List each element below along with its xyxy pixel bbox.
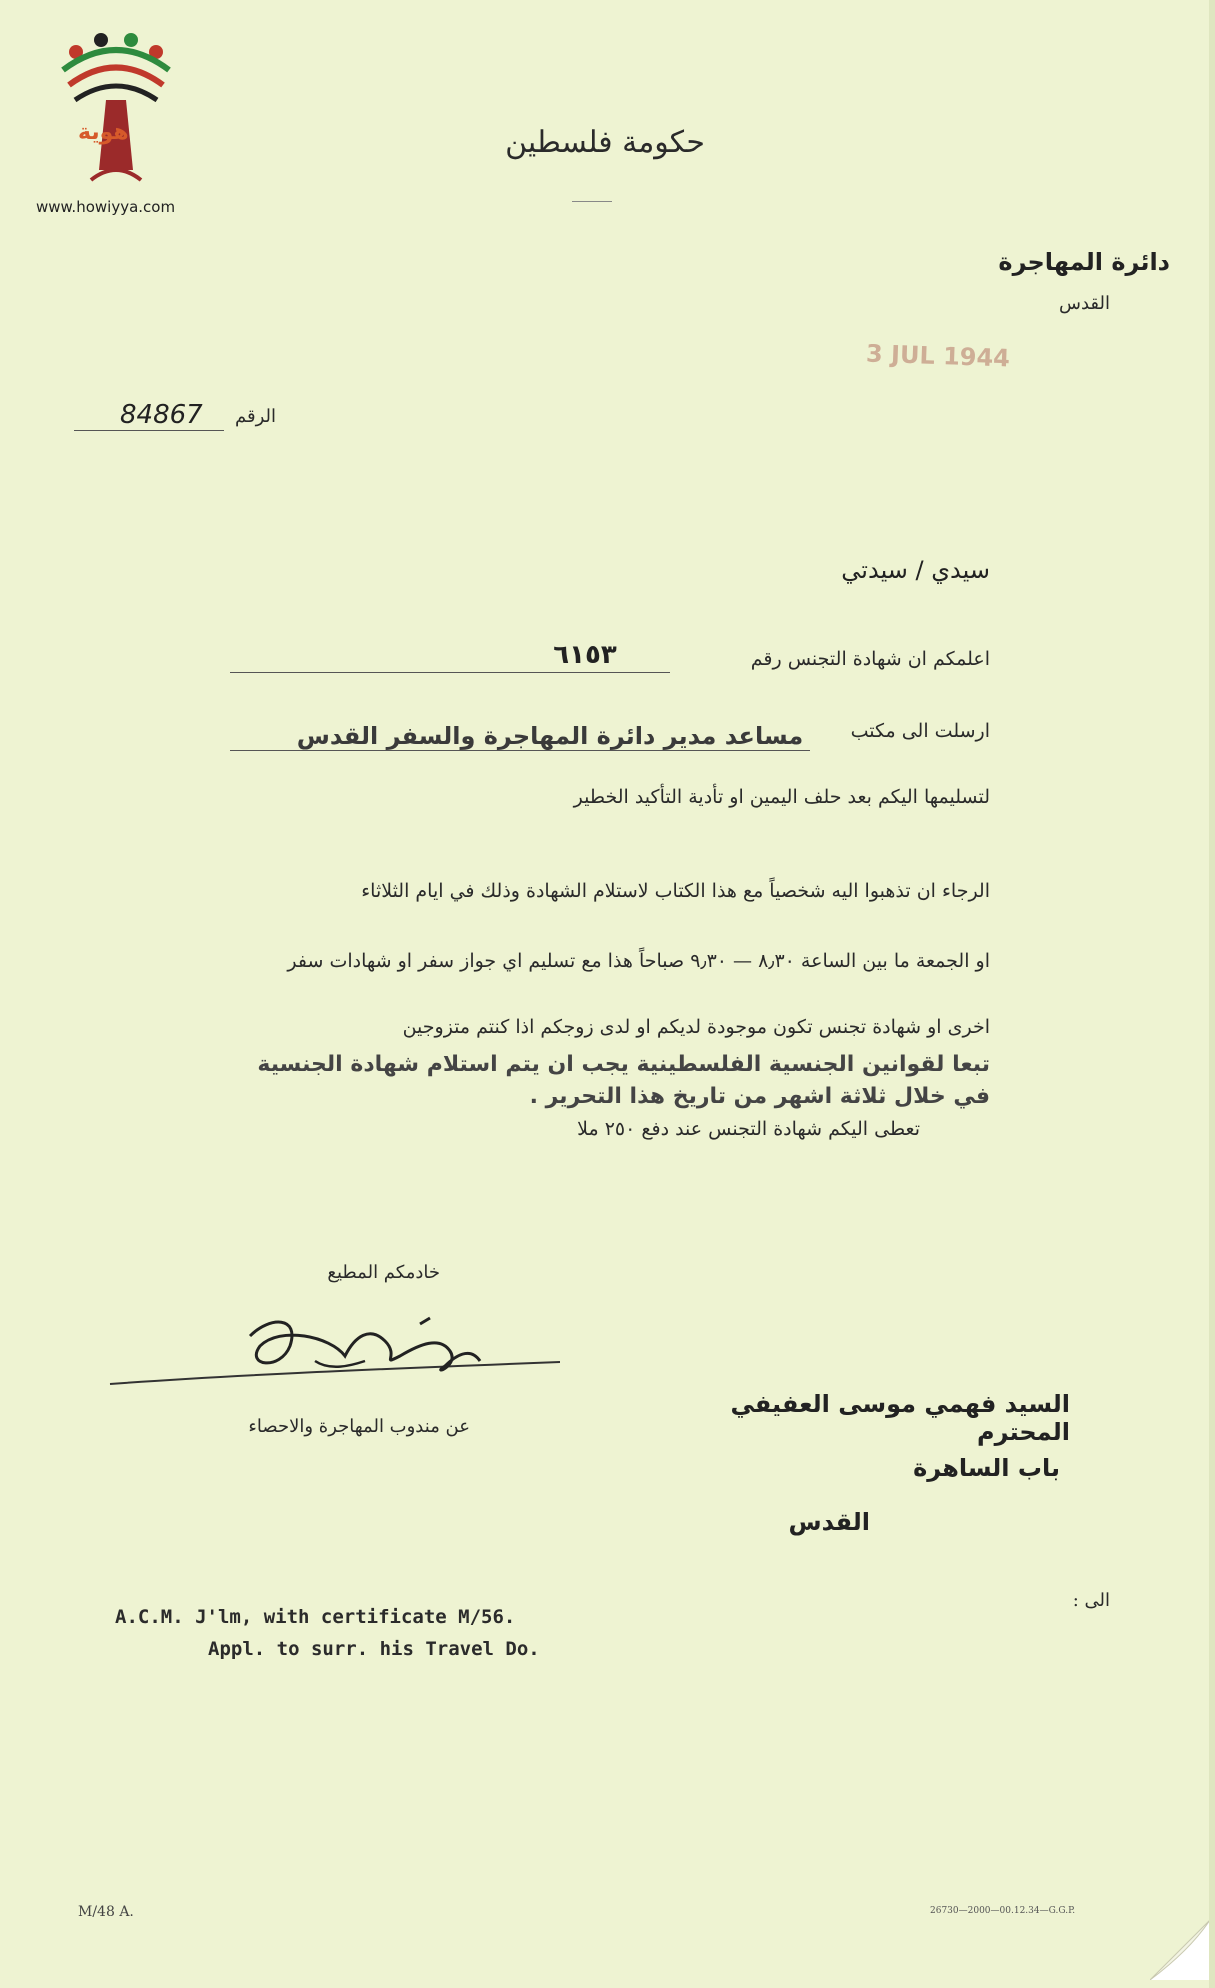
certificate-number: ٦١٥٣ xyxy=(553,640,617,670)
body-para4: تعطى اليكم شهادة التجنس عند دفع ٢٥٠ ملا xyxy=(577,1118,920,1140)
signature-image xyxy=(100,1306,560,1396)
body-line1-prefix: اعلمكم ان شهادة التجنس رقم xyxy=(750,648,990,670)
certificate-underline xyxy=(230,672,670,673)
closing-servant: خادمكم المطيع xyxy=(327,1262,440,1283)
howiyya-logo xyxy=(36,30,206,216)
recipient-to-label: الى : xyxy=(1072,1590,1110,1611)
body-line3: لتسليمها اليكم بعد حلف اليمين او تأدية التأكيد الخطير xyxy=(573,786,990,808)
page-curl xyxy=(1150,1920,1210,1980)
printer-code: 26730—2000—00.12.34—G.G.P. xyxy=(930,1906,1076,1916)
tree-logo-icon xyxy=(51,30,181,195)
reference-label: الرقم xyxy=(234,406,276,427)
form-code: M/48 A. xyxy=(78,1904,134,1920)
government-title: حكومة فلسطين xyxy=(505,125,705,160)
body-para3: اخرى او شهادة تجنس تكون موجودة لديكم او لدى زوجكم اذا كنتم متزوجين xyxy=(402,1016,990,1038)
department-city: القدس xyxy=(1058,293,1110,314)
signer-title: عن مندوب المهاجرة والاحصاء xyxy=(248,1416,470,1437)
reference-underline xyxy=(74,430,224,431)
recipient-name: السيد فهمي موسى العفيفي المحترم xyxy=(730,1390,1070,1446)
office-underline xyxy=(230,750,810,751)
salutation: سيدي / سيدتي xyxy=(841,556,990,584)
logo-wordmark: هوية xyxy=(78,120,129,145)
date-stamp: 3 JUL 1944 xyxy=(865,339,1011,373)
recipient-street: باب الساهرة xyxy=(913,1454,1060,1482)
reference-number: 84867 xyxy=(120,400,203,430)
recipient-city: القدس xyxy=(788,1508,870,1536)
department-name: دائرة المهاجرة xyxy=(998,248,1170,276)
body-para1: الرجاء ان تذهبوا اليه شخصياً مع هذا الكتاب لاستلام الشهادة وذلك في ايام الثلاثاء xyxy=(361,880,990,902)
logo-site-url: www.howiyya.com xyxy=(36,198,176,216)
typed-note-line2: Appl. to surr. his Travel Do. xyxy=(208,1638,540,1660)
stamped-notice-line1: تبعا لقوانين الجنسية الفلسطينية يجب ان يتم استلام شهادة الجنسية xyxy=(257,1052,990,1077)
typed-note-line1: A.C.M. J'lm, with certificate M/56. xyxy=(115,1606,516,1628)
header-divider xyxy=(572,201,612,202)
stamped-notice-line2: في خلال ثلاثة اشهر من تاريخ هذا التحرير . xyxy=(529,1084,990,1109)
body-para2: او الجمعة ما بين الساعة ٨٫٣٠ — ٩٫٣٠ صباحاً هذا مع تسليم اي جواز سفر او شهادات سفر xyxy=(287,950,990,972)
office-name: مساعد مدير دائرة المهاجرة والسفر القدس xyxy=(296,722,804,750)
body-line2-prefix: ارسلت الى مكتب xyxy=(850,720,990,742)
